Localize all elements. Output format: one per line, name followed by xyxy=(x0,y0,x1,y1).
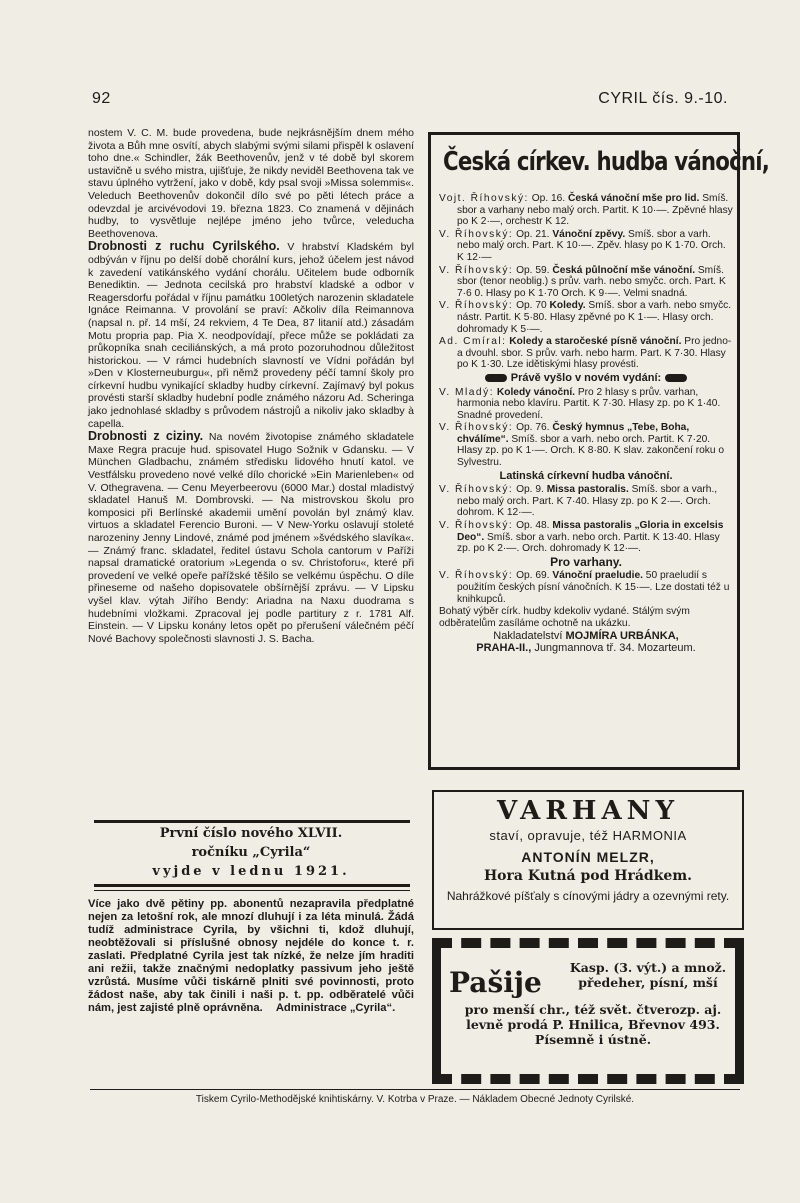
closing-note: Bohatý výběr círk. hudby kdekoliv vydané. Stálým svým odběratelům zasíláme ochotně na ukázku. xyxy=(439,606,690,629)
music-item xyxy=(439,570,733,605)
left-column xyxy=(88,127,414,645)
music-item xyxy=(439,300,733,335)
page-header xyxy=(92,90,728,112)
article-section xyxy=(88,240,414,430)
item-title: Koledy. xyxy=(549,300,586,312)
item-title: Missa pastoralis. xyxy=(546,484,629,496)
publisher-name: MOJMÍRA URBÁNKA, xyxy=(565,630,679,643)
pasije-body: pro menší chr., též svět. čtverozp. aj. levně prodá P. Hnilica, Břevnov 493. Písemně i ústně. xyxy=(464,1002,722,1047)
article-paragraph: V hrabství Kladském byl odbýván v říjnu po delší době chorální kurs, jehož účelem jest návod k zavedení vatikánského vydání chorálu. Učitelem bude odborník Benediktin. — Jednota cecilská pro hrabství kladské a odbor v Reagersdorfu pořádal v říjnu památku 100letých narozenin skladatele Ignáce Reimanna. V provolání se praví: Ačkoliv díla Reimannova (napsal n. př. 14 mší, 24 rekviem, 4 Te Dea, 87 litanií atd.) zásadám Motu propria pap. Pia X. neodpovídají, přece může se pokládati za průkopníka snah ceciliánských, a má proto pozoruhodnou důležitost historickou. — V rámci hudebních slavností ve Vídni pořádán byl »Den v Klosterneuburgu«, při němž provedeny péčí tamní školy pro církevní hudbu vynikající skladby hudby církevní. Zajímavý byl pokus provésti starší skladby hudební podle známého názoru Ad. Scheringa jako jednohlasé skladby s průvodem nástrojů a nikoliv jako skladby à capella. xyxy=(88,241,414,430)
item-opus: Op. 69. xyxy=(516,570,550,582)
item-composer: Vojt. Říhovský: xyxy=(439,193,529,204)
notice-text: Více jako dvě pětiny pp. abonentů nezapravila předplatné nejen za letošní rok, ale mnozí dluhují i za léta minulá. Žádá tudíž administrace Cyrila, by všichni ti, kdož dluhují, neobtěžovali si příslušné obnosy nejdéle do konce t. r. zaslati. Předplatné Cyrila jest tak nízké, že nelze jím hraditi ani režii, takže značnými nedoplatky passivum jeho ještě vzrůstá. Musíme vůči tiskárně plniti své povinnosti, proto žádost naše, aby tak činili i naši p. t. pp. odběratelé vůči nám, jest zajisté plně oprávněna. xyxy=(88,898,414,1014)
item-details: Smíš. sbor a varh. nebo orch. Partit. K 13·40. Hlasy zp. po K 2·—. Orch. dohromady K 12·—. xyxy=(457,531,720,555)
music-ad-title: Česká církev. hudba vánoční, xyxy=(443,147,770,177)
pasije-subtitle: Kasp. (3. výt.) a množ. předeher, písní, mší xyxy=(569,960,727,990)
organ-builder-advertisement xyxy=(432,790,744,930)
item-details: Smíš. sbor a varh. nebo malý orch. Part. K 10·—. Zpěv. hlasy po K 1·70. Orch. K 12·— xyxy=(457,228,726,263)
music-item xyxy=(439,484,733,519)
organ-ad-place: Hora Kutná pod Hrádkem. xyxy=(483,868,693,884)
publisher-label: Nakladatelství xyxy=(493,630,563,643)
item-composer: V. Říhovský: xyxy=(439,300,514,312)
new-edition-label: Právě vyšlo v novém vydání: xyxy=(439,373,733,385)
item-opus: Op. 16. xyxy=(531,193,566,204)
pointing-hand-icon xyxy=(485,374,507,382)
organ-ad-description: Nahrážkové píšťaly s cínovými jádry a ozevnými rety. xyxy=(446,889,730,903)
footer-imprint: Tiskem Cyrilo-Methodějské knihtiskárny. V. Kotrba v Praze. — Nákladem Obecné Jednoty Cyrilské. xyxy=(195,1094,635,1105)
publisher xyxy=(439,631,733,654)
item-details: Smíš. sbor (tenor neoblig.) s prův. varh. nebo smyčc. orch. Part. K 7·6 0. Hlasy po K 1·70 Orch. K 9·—. Velmi snadná. xyxy=(457,264,726,299)
announcement-line: vyjde v lednu 1921. xyxy=(152,864,350,879)
item-composer: V. Říhovský: xyxy=(439,264,514,276)
item-details: Pro 2 hlasy s prův. varhan, harmonia nebo klavíru. Partit. K 7·30. Hlasy zp. po K 1·40. Snadné provedení. xyxy=(457,386,721,421)
article-paragraph: Na novém životopise známého skladatele Maxe Regra pracuje hud. spisovatel Hugo Sožnik v Gdansku. — V München Gladbachu, známém středisku lidového hnutí katol. ve Vestfálsku provedeno nové velké dílo chorické »Ein Marienleben« od V. Othegravena. — Cenu Meyerbeerovu (6000 Mar.) dostal mladistvý skladatel Hanuš M. Dombrovski. — Na mistrovskou školu pro komposici při Berlínské akademii umění povolán byl známý klav. virtuos a skladatel Ferencio Buroni. — V New-Yorku oslavují stoleté narozeniny Jenny Lindové, známé pod jménem »švédského slavíka«. — Známý franc. skladatel, ředitel ústavu Schola cantorum v Paříži napsal dramatické oratorium »Legenda o sv. Christoforu«, které při provedení ve velké opeře pařížské těšilo se velkému úspěchu. O díle přineseme od našeho dopisovatele obšírnější zprávu. — V Lipsku vyšel klav. výtah Jiřího Bendy: Ariadna na Naxu duodrama s hudebními vložkami. Zpracoval jej podle partitury z r. 1781 Alf. Einstein. — V Lipsku konány letos opět po přerušení válečném péčí Nové Bachovy společnosti slavnosti J. S. Bacha. xyxy=(88,431,414,645)
item-title: Vánoční praeludie. xyxy=(552,570,643,582)
item-opus: Op. 48. xyxy=(516,520,550,532)
divider xyxy=(94,884,410,887)
organ-header: Pro varhany. xyxy=(550,554,622,569)
item-composer: V. Říhovský: xyxy=(439,484,514,496)
item-composer: V. Říhovský: xyxy=(439,422,514,434)
music-advertisement xyxy=(428,132,770,770)
pointing-hand-icon xyxy=(665,374,687,382)
music-item xyxy=(439,520,733,555)
divider xyxy=(90,1089,740,1090)
article-paragraph: nostem V. C. M. bude provedena, bude nejkrásnějším dnem mého života a Bůh mne osvítí, abych slabými svými silami přispěl k oslavení toho dne.« Schindler, žák Beethovenův, jenž v té době byl skorem ustavičně u svého mistra, ujišťuje, že nikdy neviděl Beethovena tak ve stavu úplného vytržení, jako v době, kdy psal svoji »Missa solemmis«. Veleduch Beethovenův dokončil dílo své po pěti létech práce a odevzdal je arcivévodovi 19. března 1823. Co znamená v dějinách hudby, to vysvětluje nejlépe jméno jeho tvůrce, veleducha Beethovenova. xyxy=(88,127,414,240)
item-details: Pro jedno- a dvouhl. sbor. S prův. varh. nebo harm. Part. K 7·30. Hlasy po K 1·30. Lze idětiskými hlasy provésti. xyxy=(457,336,732,371)
music-item xyxy=(439,265,733,300)
item-details: 50 praeludií s použitím českých písní vánočních. K 15·—. Lze dostati též u knihkupců. xyxy=(457,570,730,605)
music-item xyxy=(439,387,733,422)
item-details: Smíš. sbor a varh., nebo malý orch. Part. K 7·40. Hlasy zp. po K 2·—. Orch. dohrom. K 12·—. xyxy=(457,484,718,519)
section-heading: Drobnosti z ruchu Cyrilského. xyxy=(88,239,280,254)
publisher-address: Jungmannova tř. 34. Mozarteum. xyxy=(534,641,696,654)
music-list xyxy=(439,193,733,655)
divider xyxy=(94,820,410,823)
announcement xyxy=(88,824,414,881)
running-title: CYRIL čís. 9.-10. xyxy=(598,90,728,107)
article-section xyxy=(88,430,414,645)
item-title: Česká půlnoční mše vánoční. xyxy=(552,264,696,276)
section-heading: Drobnosti z ciziny. xyxy=(88,429,204,444)
item-details: Smíš. sbor a varh. nebo smyčc. nástr. Partit. K 5·80. Hlasy zpěvné po K 1·—. Hlasy orch. dohromady K 5·—. xyxy=(457,300,732,335)
item-title: Vánoční zpěvy. xyxy=(552,228,626,240)
item-title: Koledy a staročeské písně vánoční. xyxy=(509,336,682,348)
item-title: Český hymnus „Tebe, Boha, chválíme“. xyxy=(457,422,690,445)
item-opus: Op. 9. xyxy=(516,484,544,496)
announcement-line: První číslo nového XLVII. xyxy=(159,826,343,841)
item-composer: V. Říhovský: xyxy=(439,520,514,532)
item-opus: Op. 70 xyxy=(516,300,547,312)
organ-ad-line: staví, opravuje, též HARMONIA xyxy=(489,828,687,843)
item-details: Smíš. sbor a varh. nebo orch. Partit. K 7·20. Hlasy zp. po K 1·—. Orch. K 8·80. K slav. zakončení roku o Sylvestru. xyxy=(457,433,725,469)
music-item xyxy=(439,229,733,264)
music-item xyxy=(439,336,733,371)
organ-ad-title: VARHANY xyxy=(497,796,679,826)
music-item xyxy=(439,193,733,228)
item-opus: Op. 76. xyxy=(516,422,550,434)
item-title: Koledy vánoční. xyxy=(496,386,575,398)
item-opus: Op. 59. xyxy=(516,264,550,276)
pasije-title: Pašije xyxy=(449,966,542,999)
notice-signature: Administrace „Cyrila“. xyxy=(275,1002,396,1014)
subscription-notice xyxy=(88,898,414,1015)
publisher-city: PRAHA-II., xyxy=(476,641,532,654)
item-composer: V. Říhovský: xyxy=(439,228,514,240)
item-opus: Op. 21. xyxy=(516,228,550,240)
item-title: Missa pastoralis „Gloria in excelsis Deo“. xyxy=(457,520,724,543)
divider xyxy=(94,890,410,891)
item-title: Česká vánoční mše pro lid. xyxy=(568,193,700,204)
item-composer: V. Říhovský: xyxy=(439,570,514,582)
page-number: 92 xyxy=(92,90,111,107)
latin-header: Latinská církevní hudba vánoční. xyxy=(499,469,673,482)
announcement-line: ročníku „Cyrila“ xyxy=(191,845,311,860)
item-details: Smíš. sbor a varhany nebo malý orch. Partit. K 10·—. Zpěvné hlasy po K 2·—, orchestr K 12. xyxy=(457,193,733,228)
item-composer: V. Mladý: xyxy=(439,386,495,398)
organ-ad-name: ANTONÍN MELZR, xyxy=(521,849,655,865)
item-composer: Ad. Cmíral: xyxy=(439,336,507,348)
pasije-advertisement xyxy=(432,938,744,1084)
music-item xyxy=(439,422,733,468)
